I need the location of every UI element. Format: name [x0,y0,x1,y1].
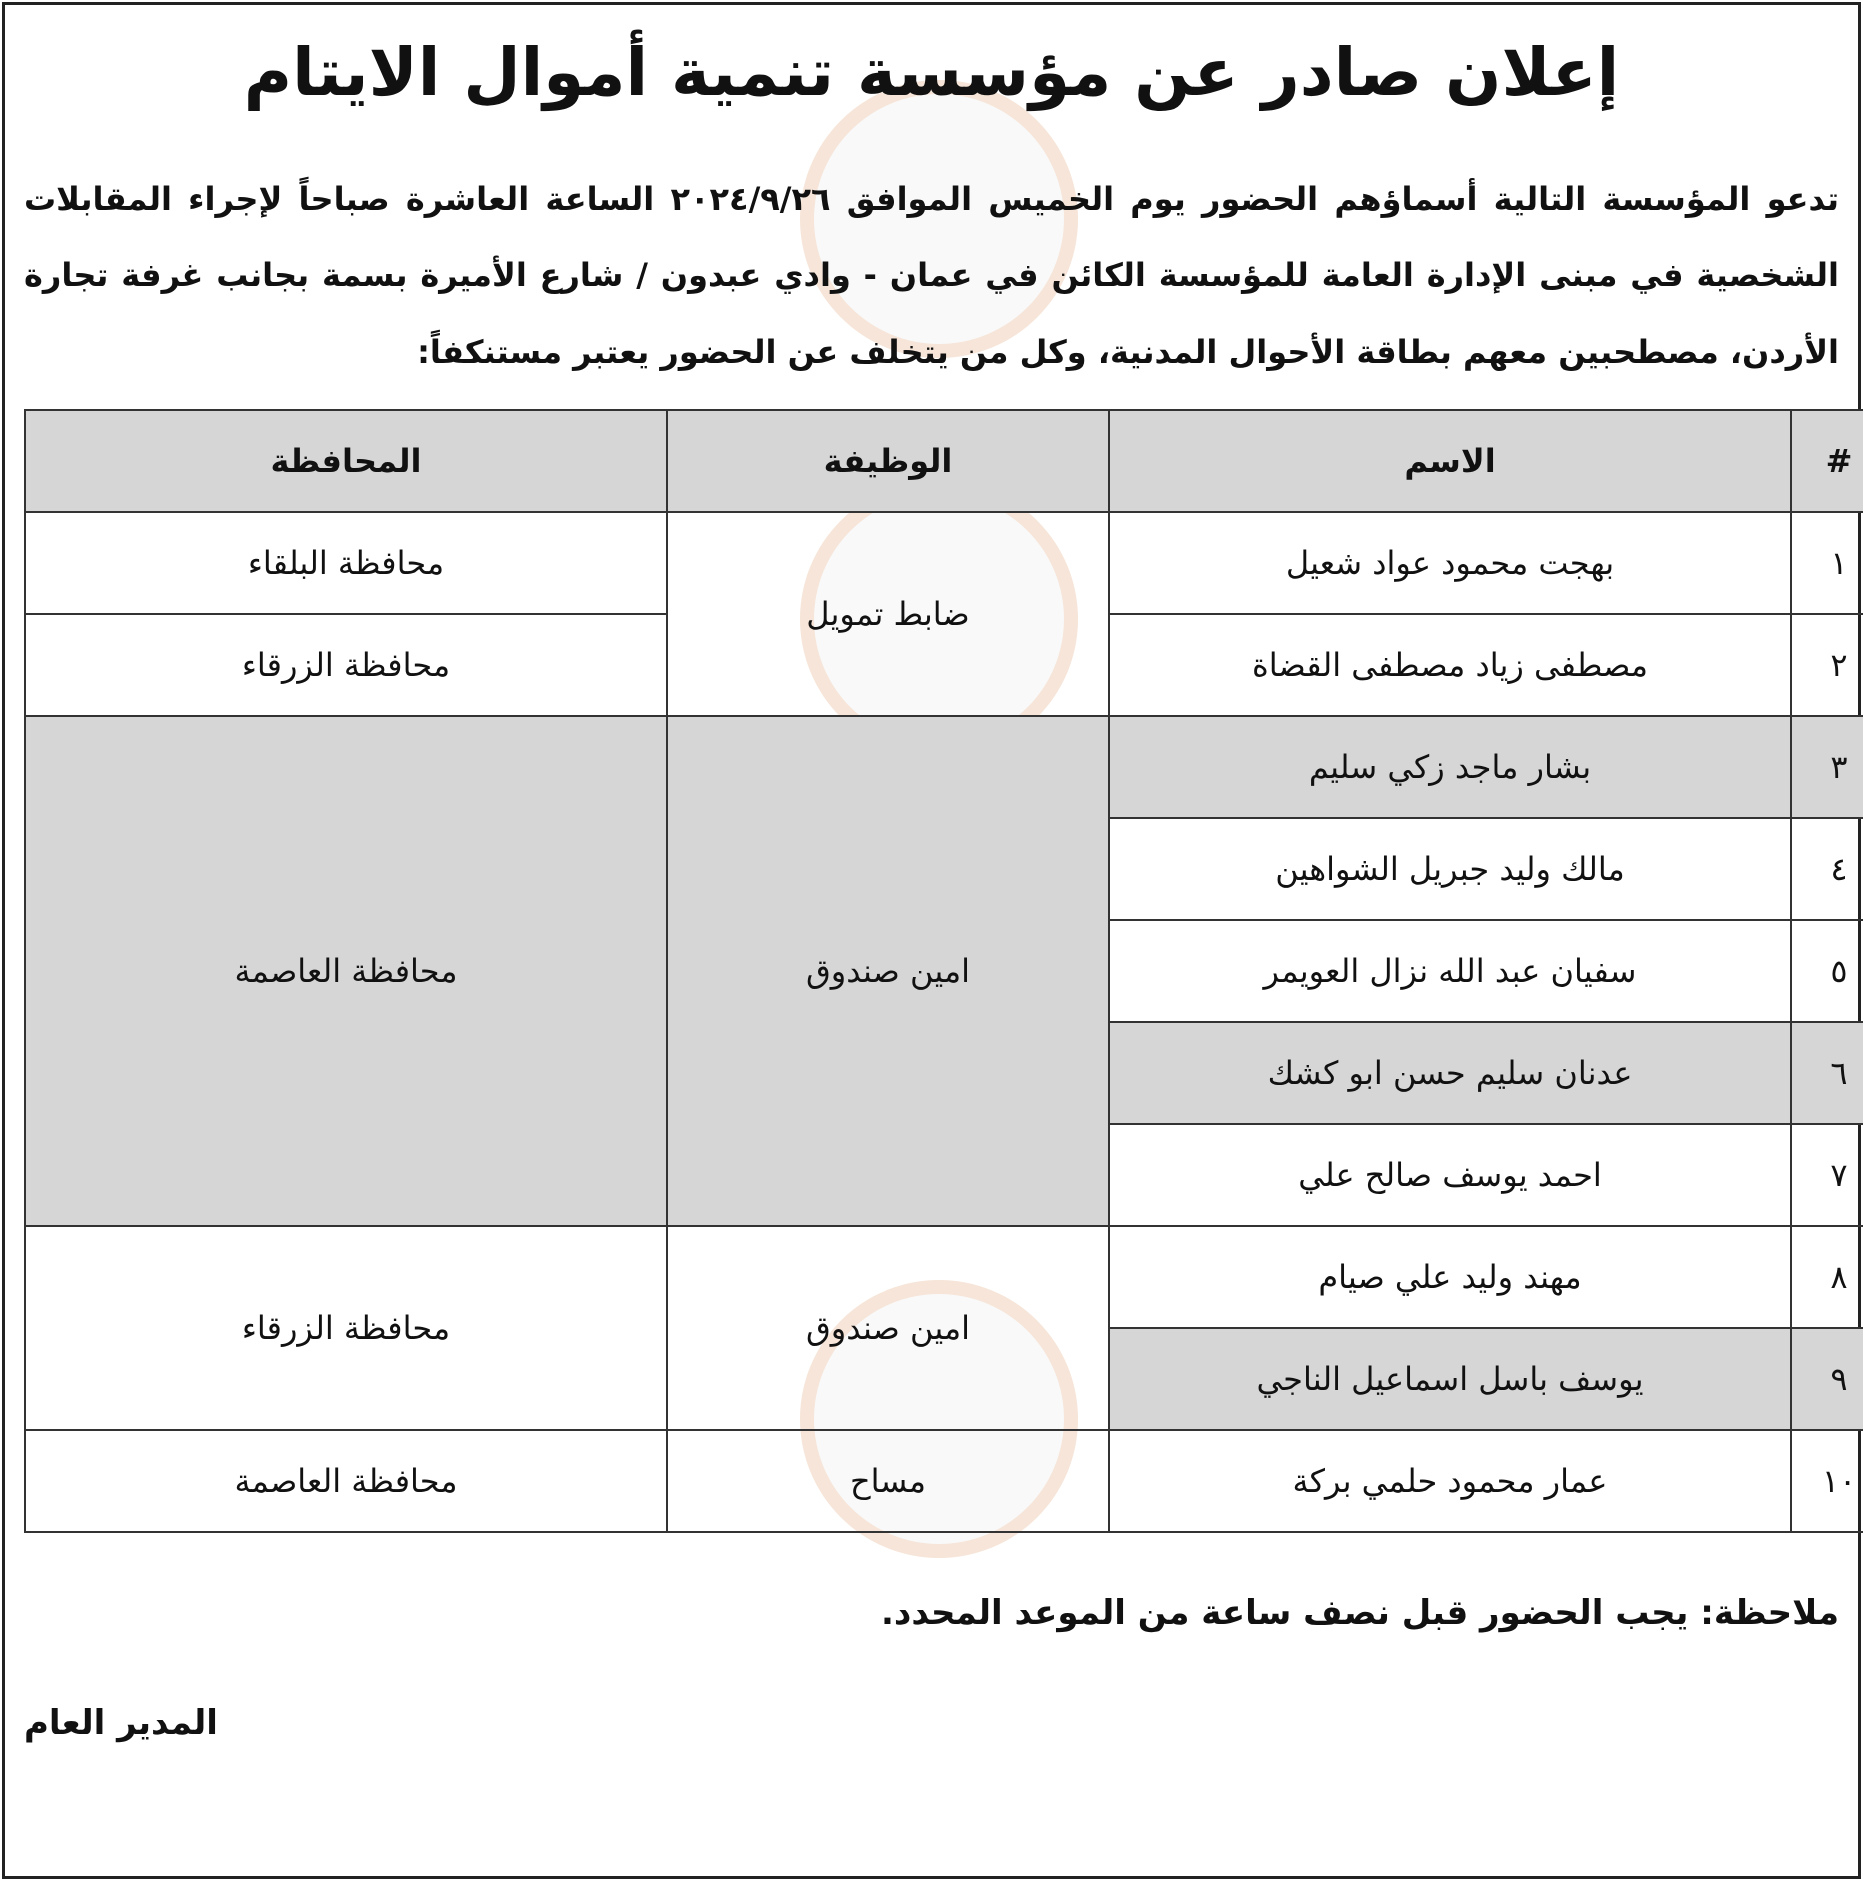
row-name: بشار ماجد زكي سليم [1109,716,1791,818]
row-name: عدنان سليم حسن ابو كشك [1109,1022,1791,1124]
header-num: # [1791,410,1863,512]
intro-paragraph [24,176,1839,375]
table-row [25,716,1863,818]
row-gov: محافظة العاصمة [25,1430,667,1532]
row-job: مساح [667,1430,1109,1532]
row-num: ١٠ [1791,1430,1863,1532]
row-num: ٨ [1791,1226,1863,1328]
header-job: الوظيفة [667,410,1109,512]
table-row [25,1226,1863,1328]
row-num: ٣ [1791,716,1863,818]
announcement-title: إعلان صادر عن مؤسسة تنمية أموال الايتام [243,34,1620,111]
header-gov: المحافظة [25,410,667,512]
row-num: ٤ [1791,818,1863,920]
row-num: ١ [1791,512,1863,614]
table-row [25,512,1863,614]
row-gov: محافظة الزرقاء [25,614,667,716]
note-text: ملاحظة: يجب الحضور قبل نصف ساعة من الموعد المحدد. [880,1592,1839,1633]
row-num: ٥ [1791,920,1863,1022]
intro-line-3: الأردن، مصطحبين معهم بطاقة الأحوال المدنية، وكل من يتخلف عن الحضور يعتبر مستنكفاً: [417,332,1839,371]
row-name: عمار محمود حلمي بركة [1109,1430,1791,1532]
row-gov: محافظة البلقاء [25,512,667,614]
intro-line-2: الشخصية في مبنى الإدارة العامة للمؤسسة الكائن في عمان - وادي عبدون / شارع الأميرة بسمة بجانب غرفة تجارة [24,256,1839,295]
row-job: امين صندوق [667,716,1109,1226]
row-name: مالك وليد جبريل الشواهين [1109,818,1791,920]
candidates-table [24,409,1863,1533]
row-name: احمد يوسف صالح علي [1109,1124,1791,1226]
table-header [25,410,1863,512]
row-job: امين صندوق [667,1226,1109,1430]
row-gov: محافظة الزرقاء [25,1226,667,1430]
table-row [25,1430,1863,1532]
row-name: مهند وليد علي صيام [1109,1226,1791,1328]
row-num: ٢ [1791,614,1863,716]
intro-line-1: تدعو المؤسسة التالية أسماؤهم الحضور يوم الخميس الموافق ٢٠٢٤/٩/٢٦ الساعة العاشرة صباحاً لإجراء المقابلات [24,179,1840,218]
row-num: ٩ [1791,1328,1863,1430]
signature: المدير العام [24,1702,218,1743]
row-job: ضابط تمويل [667,512,1109,716]
row-name: بهجت محمود عواد شعيل [1109,512,1791,614]
row-name: سفيان عبد الله نزال العويمر [1109,920,1791,1022]
header-name: الاسم [1109,410,1791,512]
row-gov: محافظة العاصمة [25,716,667,1226]
row-name: مصطفى زياد مصطفى القضاة [1109,614,1791,716]
row-num: ٧ [1791,1124,1863,1226]
row-name: يوسف باسل اسماعيل الناجي [1109,1328,1791,1430]
row-num: ٦ [1791,1022,1863,1124]
